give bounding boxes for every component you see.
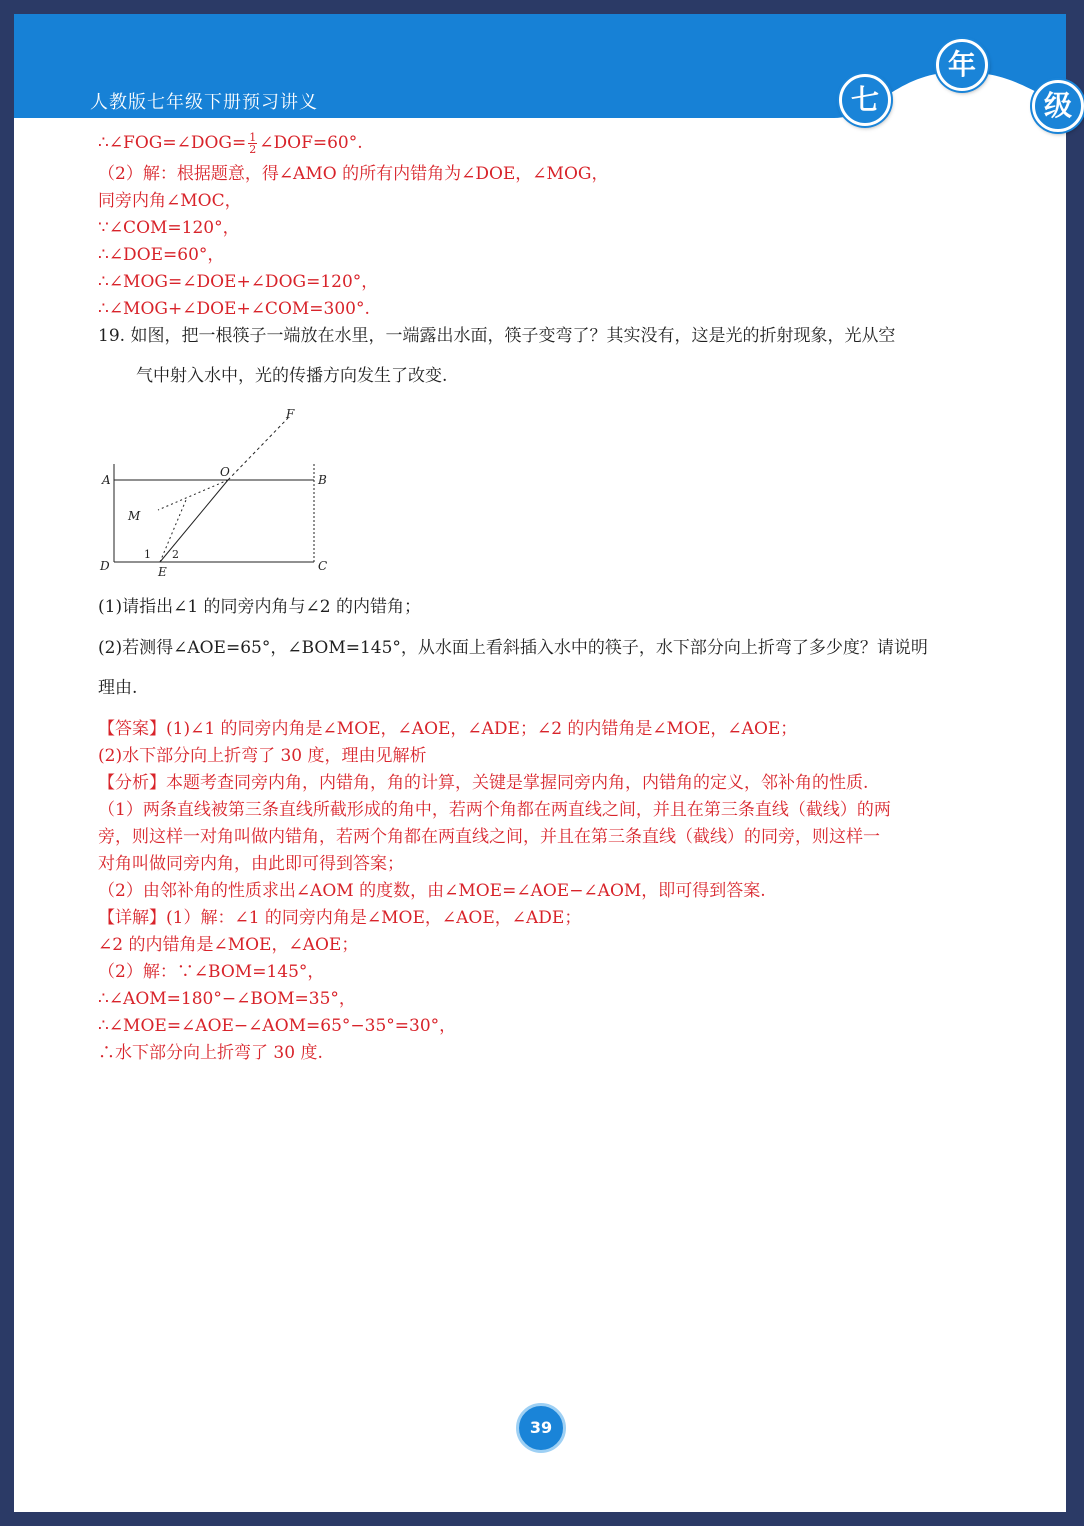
- detail-line-4: ∴∠AOM=180°−∠BOM=35°，: [98, 989, 356, 1009]
- answer-line-2: (2)水下部分向上折弯了 30 度，理由见解析: [98, 746, 427, 766]
- figure-label-d: D: [100, 559, 110, 573]
- figure-label-m: M: [128, 509, 141, 523]
- header-title: 人教版七年级下册预习讲义: [90, 92, 318, 113]
- answer-line-1: 【答案】(1)∠1 的同旁内角是∠MOE，∠AOE，∠ADE；∠2 的内错角是∠MOE，∠AOE；: [98, 719, 798, 739]
- solution-line-7: ∴∠MOG+∠DOE+∠COM=300°.: [98, 299, 370, 319]
- question-stem-1: 19. 如图，把一根筷子一端放在水里，一端露出水面，筷子变弯了？其实没有，这是光的折射现象，光从空: [98, 326, 896, 346]
- solution-line-1-suffix: ∠DOF=60°.: [259, 133, 363, 153]
- fraction-half: [248, 132, 257, 155]
- solution-line-2: （2）解：根据题意，得∠AMO 的所有内错角为∠DOE，∠MOG，: [98, 164, 609, 184]
- detail-line-5: ∴∠MOE=∠AOE−∠AOM=65°−35°=30°，: [98, 1016, 457, 1036]
- question-part-1: (1)请指出∠1 的同旁内角与∠2 的内错角；: [98, 597, 422, 617]
- question-stem-2: 气中射入水中，光的传播方向发生了改变.: [136, 366, 448, 386]
- detail-line-3: （2）解：∵∠BOM=145°，: [98, 962, 325, 982]
- page-number: 39: [516, 1403, 566, 1453]
- solution-line-1-prefix: ∴∠FOG=∠DOG=: [98, 133, 247, 153]
- grade-badge-ji: 级: [1032, 80, 1084, 132]
- figure-label-o: O: [220, 465, 230, 479]
- figure-label-2: 2: [172, 548, 179, 561]
- detail-line-6: ∴水下部分向上折弯了 30 度.: [98, 1043, 323, 1063]
- analysis-line-2: （1）两条直线被第三条直线所截形成的角中，若两个角都在两直线之间，并且在第三条直线（截线）的两: [98, 800, 891, 820]
- solution-line-4: ∵∠COM=120°，: [98, 218, 240, 238]
- solution-line-5: ∴∠DOE=60°，: [98, 245, 225, 265]
- fraction-denominator: 2: [249, 143, 257, 156]
- figure-label-1: 1: [144, 548, 151, 561]
- solution-line-3: 同旁内角∠MOC，: [98, 191, 242, 211]
- analysis-line-3: 旁，则这样一对角叫做内错角，若两个角都在两直线之间，并且在第三条直线（截线）的同旁，则这样一: [98, 827, 880, 847]
- detail-line-2: ∠2 的内错角是∠MOE，∠AOE；: [98, 935, 359, 955]
- refraction-figure: [98, 406, 338, 586]
- figure-label-a: A: [102, 473, 111, 487]
- figure-label-f: F: [286, 407, 295, 421]
- solution-line-1: [98, 132, 363, 155]
- grade-badge-qi: 七: [839, 74, 891, 126]
- grade-badge-nian: 年: [936, 39, 988, 91]
- analysis-line-1: 【分析】本题考查同旁内角，内错角，角的计算，关键是掌握同旁内角，内错角的定义，邻补角的性质.: [98, 773, 869, 793]
- figure-ray-oe: [160, 480, 228, 562]
- figure-label-c: C: [318, 559, 328, 573]
- document-page: [14, 14, 1072, 1512]
- question-part-2: (2)若测得∠AOE=65°，∠BOM=145°，从水面上看斜插入水中的筷子，水下部分向上折弯了多少度？请说明: [98, 638, 928, 658]
- figure-label-e: E: [158, 565, 167, 579]
- figure-ray-om: [158, 480, 228, 510]
- detail-line-1: 【详解】(1）解：∠1 的同旁内角是∠MOE，∠AOE，∠ADE；: [98, 908, 582, 928]
- figure-label-b: B: [318, 473, 327, 487]
- analysis-line-5: （2）由邻补角的性质求出∠AOM 的度数，由∠MOE=∠AOE−∠AOM，即可得到答案.: [98, 881, 766, 901]
- analysis-line-4: 对角叫做同旁内角，由此即可得到答案；: [98, 854, 404, 874]
- solution-line-6: ∴∠MOG=∠DOE+∠DOG=120°，: [98, 272, 379, 292]
- fraction-numerator: 1: [249, 131, 257, 144]
- question-part-2-cont: 理由.: [98, 678, 138, 698]
- figure-ray-of: [228, 418, 288, 480]
